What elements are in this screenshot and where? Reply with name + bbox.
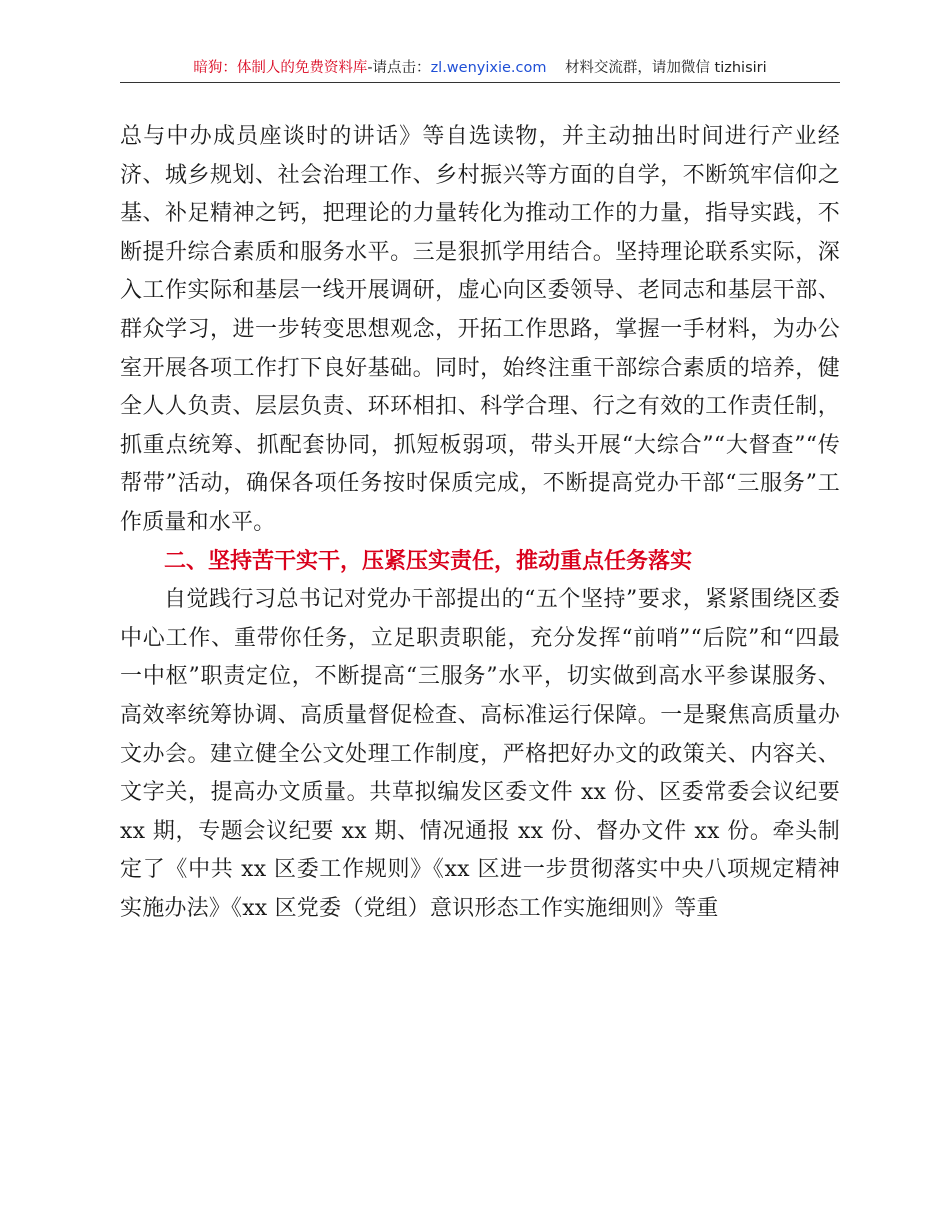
section-heading-2: 二、坚持苦干实干，压紧压实责任，推动重点任务落实 xyxy=(164,548,693,574)
header-divider xyxy=(120,82,840,83)
page-header xyxy=(120,56,840,82)
header-brand: 暗狗：体制人的免费资料库 xyxy=(193,60,368,76)
header-click-prompt: -请点击： xyxy=(367,60,431,76)
header-contact: 材料交流群，请加微信 tizhisiri xyxy=(564,60,767,76)
document-body xyxy=(120,118,840,928)
paragraph-section-2: 自觉践行习总书记对党办干部提出的“五个坚持”要求，紧紧围绕区委中心工作、重带你任务，立足职责职能，充分发挥“前哨”“后院”和“四最一中枢”职责定位，不断提高“三服务”水平，切实做到高水平参谋服务、高效率统筹协调、高质量督促检查、高标准运行保障。一是聚焦高质量办文办会。建立健全公文处理工作制度，严格把好办文的政策关、内容关、文字关，提高办文质量。共草拟编发区委文件 xx 份、区委常委会议纪要 xx 期，专题会议纪要 xx 期、情况通报 xx 份、督办文件 xx 份。牵头制定了《中共 xx 区委工作规则》《xx 区进一步贯彻落实中央八项规定精神实施办法》《xx 区党委（党组）意识形态工作实施细则》等重 xyxy=(120,587,840,921)
header-url-link[interactable]: zl.wenyixie.com xyxy=(430,60,547,76)
paragraph-continued: 总与中办成员座谈时的讲话》等自选读物，并主动抽出时间进行产业经济、城乡规划、社会治理工作、乡村振兴等方面的自学，不断筑牢信仰之基、补足精神之钙，把理论的力量转化为推动工作的力量，指导实践，不断提升综合素质和服务水平。三是狠抓学用结合。坚持理论联系实际，深入工作实际和基层一线开展调研，虚心向区委领导、老同志和基层干部、群众学习，进一步转变思想观念，开拓工作思路，掌握一手材料，为办公室开展各项工作打下良好基础。同时，始终注重干部综合素质的培养，健全人人负责、层层负责、环环相扣、科学合理、行之有效的工作责任制，抓重点统筹、抓配套协同，抓短板弱项，带头开展“大综合”“大督查”“传帮带”活动，确保各项任务按时保质完成，不断提高党办干部“三服务”工作质量和水平。 xyxy=(120,124,840,535)
